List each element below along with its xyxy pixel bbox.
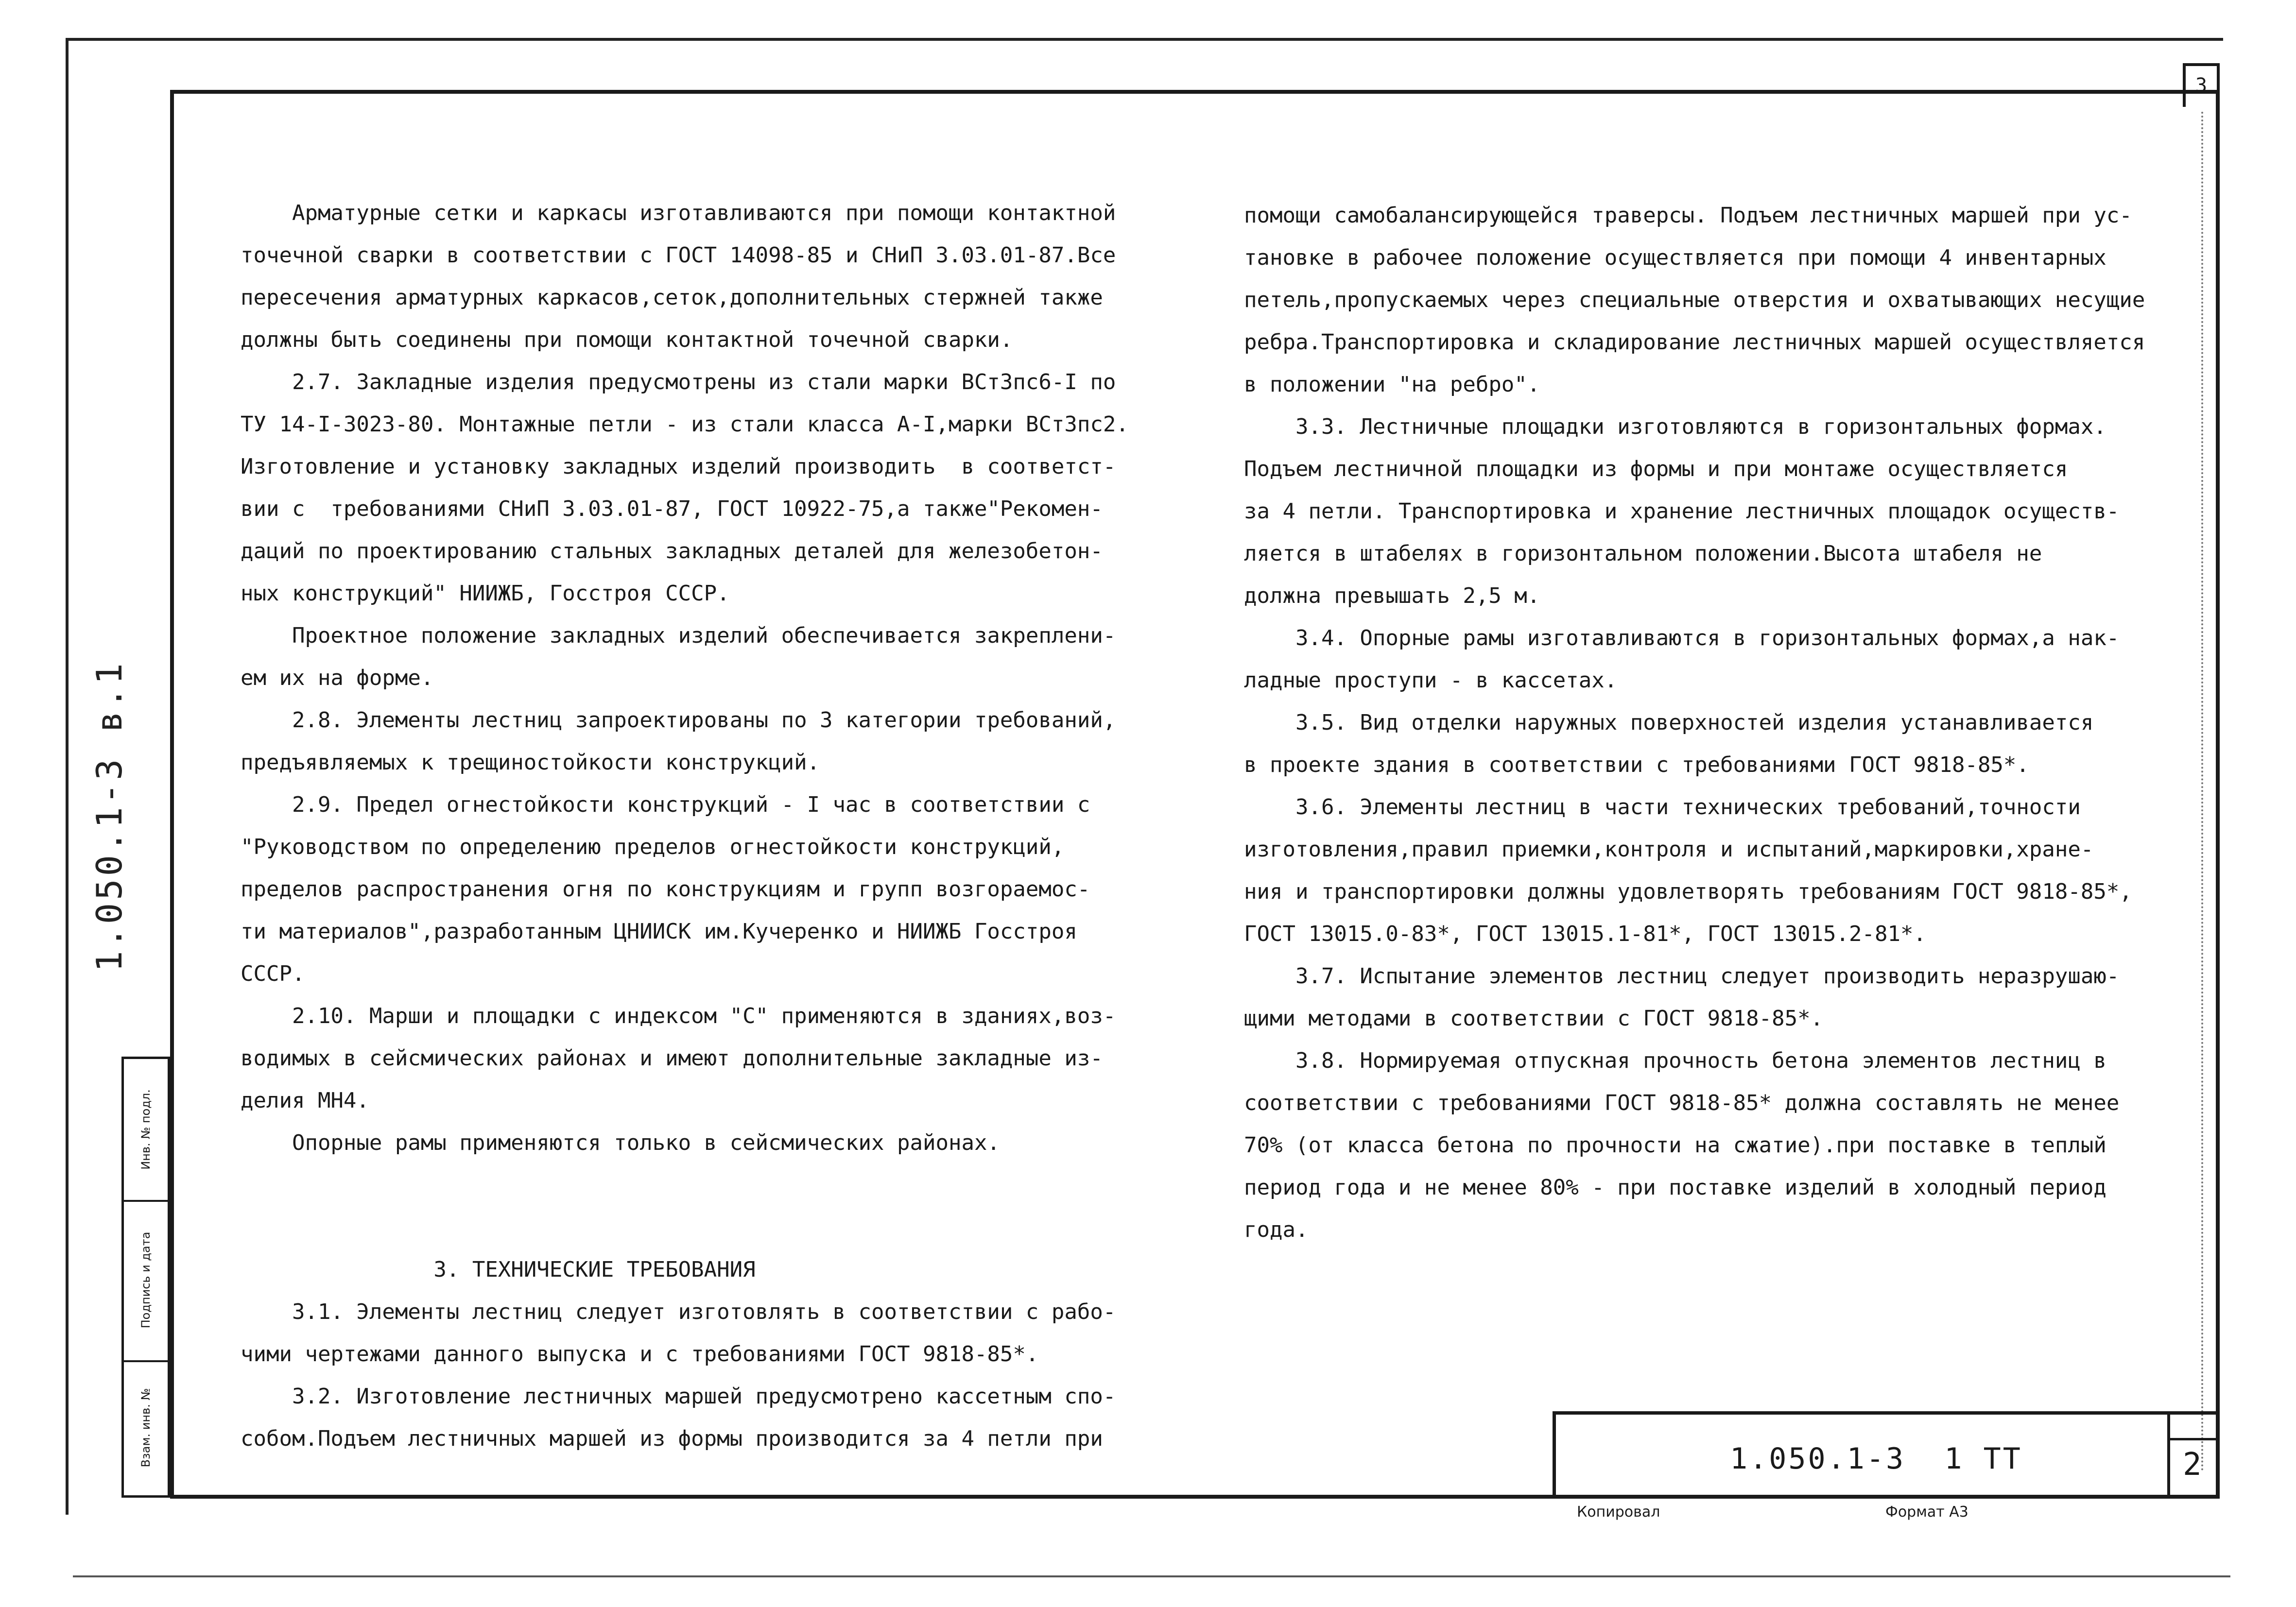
text-line: в положении "на ребро". [1244,372,1540,397]
text-line: точечной сварки в соответствии с ГОСТ 14098-85 и СНиП 3.03.01-87.Все [241,243,1116,268]
text-line: 3.1. Элементы лестниц следует изготовлять в соответствии с рабо- [241,1299,1116,1324]
text-line: ляется в штабелях в горизонтальном положении.Высота штабеля не [1244,541,2042,566]
text-line: Арматурные сетки и каркасы изготавливаются при помощи контактной [241,201,1116,225]
text-line [241,1206,1193,1248]
text-line: года. [1244,1217,1309,1242]
side-stamp-cell [124,1360,168,1495]
sheet-number: 2 [2183,1447,2202,1483]
text-line: 2.9. Предел огнестойкости конструкций - I час в соответствии с [241,792,1090,817]
side-stamp-table [121,1057,170,1498]
sheet-label-cell [2170,1411,2218,1440]
sheet-border-bottom [73,1575,2230,1577]
text-line: водимых в сейсмических районах и имеют дополнительные закладные из- [241,1046,1103,1071]
corner-sheet-mark: 3 [2183,63,2220,107]
text-line: ния и транспортировки должны удовлетворять требованиям ГОСТ 9818-85*, [1244,879,2132,904]
text-line: ГОСТ 13015.0-83*, ГОСТ 13015.1-81*, ГОСТ 13015.2-81*. [1244,922,1926,946]
text-line: щими методами в соответствии с ГОСТ 9818-85*. [1244,1006,1824,1031]
side-document-code: 1.050.1-3 в.1 [89,660,130,972]
text-line: в проекте здания в соответствии с требованиями ГОСТ 9818-85*. [1244,752,2029,777]
text-line: 3.4. Опорные рамы изготавливаются в горизонтальных формах,а нак- [1244,626,2120,650]
text-line: тановке в рабочее положение осуществляется при помощи 4 инвентарных [1244,245,2106,270]
text-line: 3. ТЕХНИЧЕСКИЕ ТРЕБОВАНИЯ [241,1257,756,1282]
text-line: 3.6. Элементы лестниц в части технических требований,точности [1244,795,2081,820]
sheet-border-left [66,38,69,1515]
text-line: ем их на форме. [241,666,434,690]
text-line: чими чертежами данного выпуска и с требованиями ГОСТ 9818-85*. [241,1342,1039,1367]
text-line: 2.7. Закладные изделия предусмотрены из стали марки ВСт3пс6-I по [241,370,1116,394]
text-line: Изготовление и установку закладных изделий производить в соответст- [241,454,1116,479]
text-line: пределов распространения огня по конструкциям и групп возгораемос- [241,877,1090,902]
text-line: Подъем лестничной площадки из формы и при монтаже осуществляется [1244,457,2068,481]
text-line: 3.2. Изготовление лестничных маршей предусмотрено кассетным спо- [241,1384,1116,1409]
text-line: 2.10. Марши и площадки с индексом "С" применяются в зданиях,воз- [241,1004,1116,1028]
text-line: делия МН4. [241,1088,369,1113]
text-line: ных конструкций" НИИЖБ, Госстроя СССР. [241,581,730,606]
text-line: соответствии с требованиями ГОСТ 9818-85* должна составлять не менее [1244,1091,2120,1115]
text-line: даций по проектированию стальных закладных деталей для железобетон- [241,539,1103,564]
left-text-column [241,192,1193,1460]
text-line: помощи самобалансирующейся траверсы. Подъем лестничных маршей при ус- [1244,203,2132,228]
text-line: должна превышать 2,5 м. [1244,583,1540,608]
text-line: период года и не менее 80% - при поставке изделий в холодный период [1244,1175,2106,1200]
text-line: пересечения арматурных каркасов,сеток,дополнительных стержней также [241,285,1103,310]
text-line: Проектное положение закладных изделий обеспечивается закреплени- [241,623,1116,648]
right-dotted-edge [2201,112,2205,1472]
side-stamp-cell [124,1059,168,1202]
text-line: должны быть соединены при помощи контактной точечной сварки. [241,327,1013,352]
text-line: 3.3. Лестничные площадки изготовляются в горизонтальных формах. [1244,414,2106,439]
text-line: изготовления,правил приемки,контроля и испытаний,маркировки,хране- [1244,837,2094,862]
text-line: собом.Подъем лестничных маршей из формы производится за 4 петли при [241,1426,1103,1451]
text-line: 3.7. Испытание элементов лестниц следует производить неразрушаю- [1244,964,2120,989]
footer-format: Формат А3 [1885,1504,1968,1521]
side-stamp-label: Взам. инв. № [139,1388,153,1468]
side-stamp-label: Инв. № подл. [139,1089,153,1170]
text-line: 70% (от класса бетона по прочности на сжатие).при поставке в теплый [1244,1133,2106,1158]
side-stamp-cell [124,1200,168,1362]
side-stamp-label: Подпись и дата [139,1231,153,1329]
text-line: ти материалов",разработанным ЦНИИСК им.Кучеренко и НИИЖБ Госстроя [241,919,1077,944]
text-line: 3.5. Вид отделки наружных поверхностей изделия устанавливается [1244,710,2094,735]
text-line: 3.8. Нормируемая отпускная прочность бетона элементов лестниц в [1244,1048,2106,1073]
text-line: ладные проступи - в кассетах. [1244,668,1618,693]
text-line: за 4 петли. Транспортировка и хранение лестничных площадок осуществ- [1244,499,2120,524]
right-text-column [1244,194,2196,1251]
text-line [241,1164,1193,1206]
text-line: "Руководством по определению пределов огнестойкости конструкций, [241,835,1065,859]
text-line: петель,пропускаемых через специальные отверстия и охватывающих несущие [1244,288,2145,312]
text-line: вии с требованиями СНиП 3.03.01-87, ГОСТ 10922-75,а также"Рекомен- [241,496,1103,521]
text-line: Опорные рамы применяются только в сейсмических районах. [241,1130,1000,1155]
sheet-border-top [66,38,2223,41]
title-block-code: 1.050.1-3 1 ТТ [1730,1442,2022,1476]
text-line: предъявляемых к трещиностойкости конструкций. [241,750,820,775]
text-line: ребра.Транспортировка и складирование лестничных маршей осуществляется [1244,330,2145,355]
text-line: СССР. [241,961,305,986]
text-line: ТУ 14-I-3023-80. Монтажные петли - из стали класса А-I,марки ВСт3пс2. [241,412,1129,437]
footer-copied: Копировал [1577,1504,1660,1521]
text-line: 2.8. Элементы лестниц запроектированы по 3 категории требований, [241,708,1116,733]
